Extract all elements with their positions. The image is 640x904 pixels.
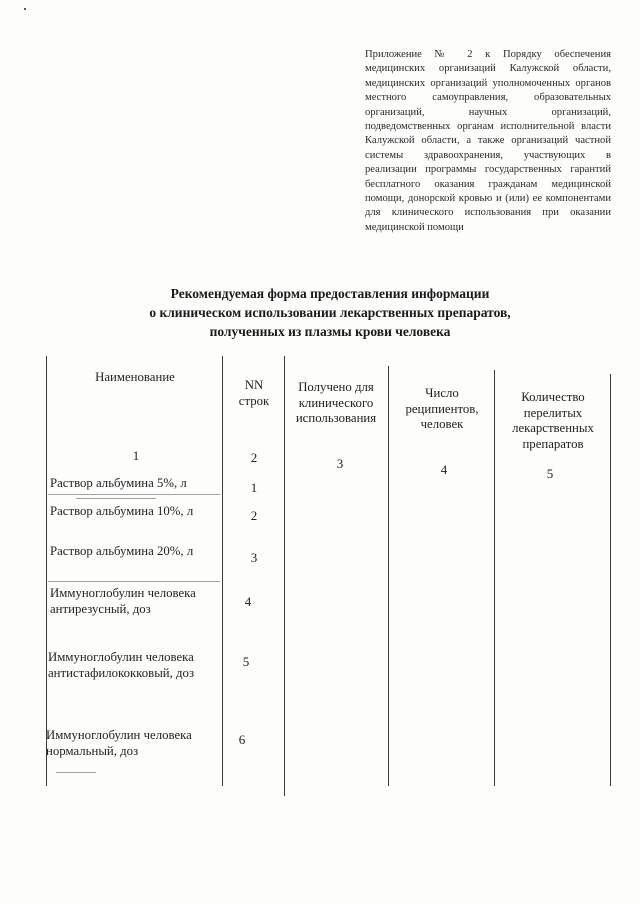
scan-speck bbox=[24, 8, 26, 10]
row-separator bbox=[56, 772, 96, 773]
column-number-3: 3 bbox=[336, 456, 344, 471]
row-name: Раствор альбумина 20%, л bbox=[50, 544, 194, 558]
header-name: Наименование bbox=[95, 370, 175, 384]
column-divider-1 bbox=[222, 356, 223, 786]
form-title bbox=[110, 284, 550, 341]
header-recipients: Число реципиентов, человек bbox=[405, 386, 479, 431]
row-name: Иммуноглобулин человека антирезусный, доз bbox=[50, 586, 196, 616]
row-line-number: 5 bbox=[242, 654, 250, 669]
appendix-note: Приложение № 2 к Порядку обеспечения медицинских организаций Калужской области, медицинских организаций уполномоченных органов местного самоуправления, образовательных организаций, научных организаций, подведомственных органам исполнительной власти Калужской области, а также организаций частной системы здравоохранения, участвующих в реализации программы государственных гарантий бесплатного оказания гражданам медицинской помощи, донорской кровью и (или) ее компонентами для клинического использования при оказании медицинской помощи bbox=[365, 49, 611, 233]
row-line-number: 3 bbox=[250, 550, 258, 565]
row-name: Раствор альбумина 10%, л bbox=[50, 504, 194, 518]
row-name: Раствор альбумина 5%, л bbox=[50, 476, 187, 490]
row-name: Иммуноглобулин человека нормальный, доз bbox=[46, 728, 192, 758]
header-line-number: NN строк bbox=[238, 378, 270, 408]
column-divider-3 bbox=[388, 366, 389, 786]
form-title-line-2: о клиническом использовании лекарственных препаратов, bbox=[149, 305, 511, 320]
form-title-line-3: полученных из плазмы крови человека bbox=[209, 324, 451, 339]
row-separator bbox=[76, 498, 156, 499]
column-number-5: 5 bbox=[546, 466, 554, 481]
header-received: Получено для клинического использования bbox=[295, 380, 377, 425]
column-divider-2 bbox=[284, 356, 285, 796]
column-number-1: 1 bbox=[132, 448, 140, 463]
column-divider-4 bbox=[494, 370, 495, 786]
column-number-4: 4 bbox=[440, 462, 448, 477]
row-separator bbox=[48, 581, 220, 582]
row-line-number: 2 bbox=[250, 508, 258, 523]
table-border-left bbox=[46, 356, 47, 786]
column-number-2: 2 bbox=[250, 450, 258, 465]
row-separator bbox=[48, 494, 220, 495]
form-title-line-1: Рекомендуемая форма предоставления информации bbox=[170, 286, 490, 301]
row-line-number: 6 bbox=[238, 732, 246, 747]
row-line-number: 1 bbox=[250, 480, 258, 495]
row-name: Иммуноглобулин человека антистафилококковый, доз bbox=[48, 650, 195, 680]
table-border-right bbox=[610, 374, 611, 786]
row-line-number: 4 bbox=[244, 594, 252, 609]
plasma-drugs-table bbox=[46, 356, 616, 796]
header-transfused: Количество перелитых лекарственных препаратов bbox=[512, 390, 594, 451]
